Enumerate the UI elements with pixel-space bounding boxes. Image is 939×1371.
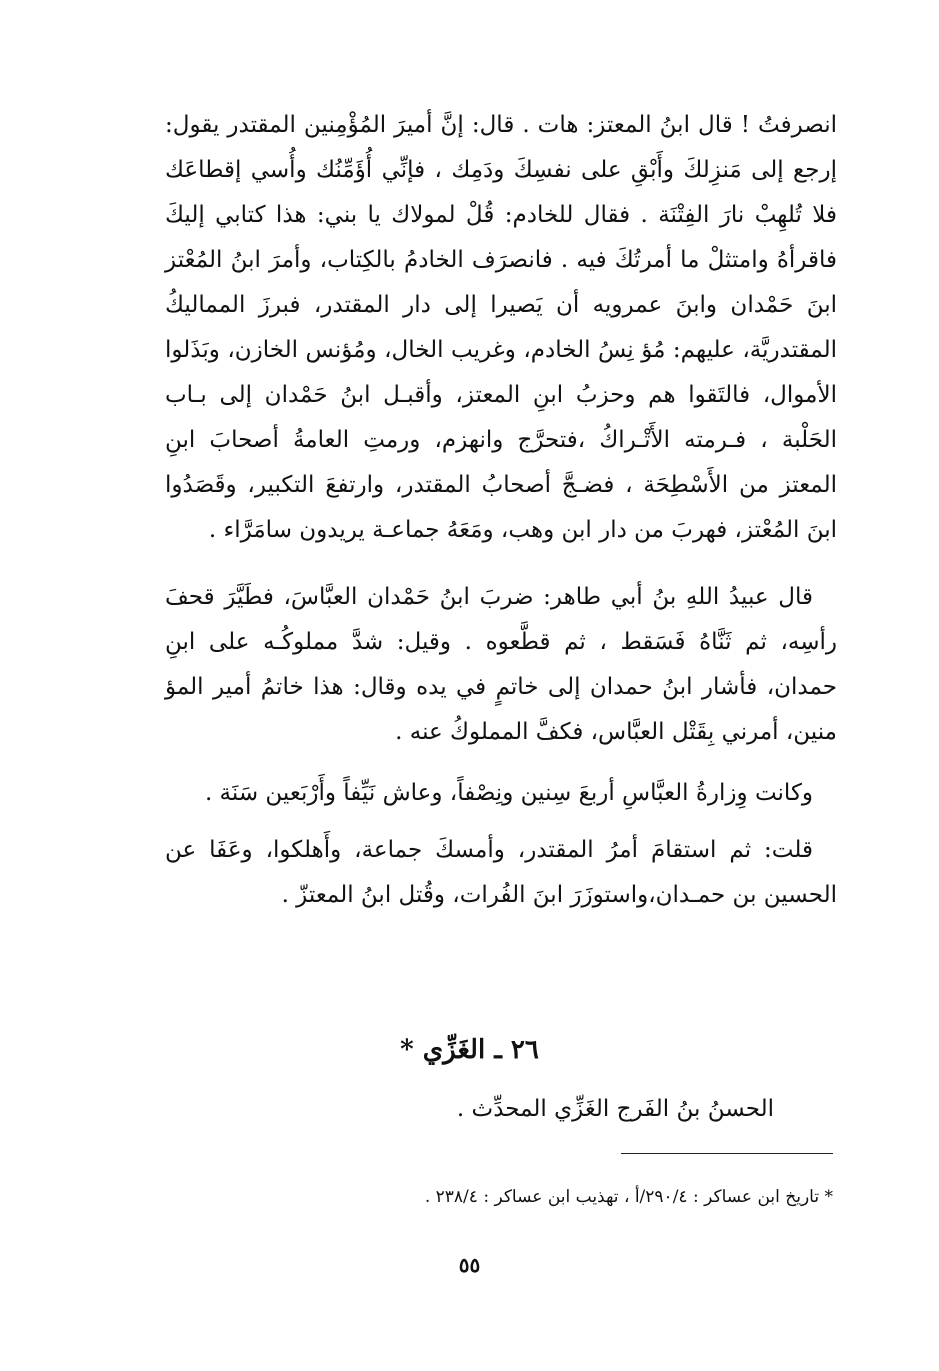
- footnote: * تاريخ ابن عساكر : ٢٩٠/٤/أ ، تهذيب ابن عساكر : ٢٣٨/٤ .: [424, 1187, 833, 1207]
- entry-text: الحسنُ بنُ الفَرج الغَزِّي المحدِّث .: [456, 1096, 774, 1122]
- page-number: ٥٥: [458, 1253, 481, 1277]
- paragraph-4: قلت: ثم استقامَ أمرُ المقتدر، وأمسكَ جماعة، وأَهلكوا، وعَفَا عن الحسين بن حمـدان،واستوزَرَ ابنَ الفُرات، وقُتل ابنُ المعتزّ .: [165, 837, 837, 908]
- paragraph-2: قال عبيدُ اللهِ بنُ أبي طاهر: ضربَ ابنُ حَمْدان العبَّاسَ، فطَيَّرَ قحفَ رأسِه، ثم ثَنَّاهُ فَسَقط ، ثم قطَّعوه . وقيل: شدَّ مملوكُـه على ابنِ حمدان، فأشار ابنُ حمدان إلى خاتمٍ في يده وقال: هذا خاتمُ أمير المؤ منين، أمرني بِقَتْل العبَّاس، فكفَّ المملوكُ عنه .: [165, 584, 837, 745]
- paragraph-3: وكانت وِزارةُ العبَّاسِ أربعَ سِنين ونِصْفاً، وعاش نَيِّفاً وأَرْبَعين سَنَة .: [204, 780, 813, 806]
- paragraph-1: انصرفتُ ! قال ابنُ المعتز: هات . قال: إنَّ أميرَ المُؤْمِنين المقتدر يقول: إرجع إلى مَنزِلكَ وأَبْقِ على نفسِكَ ودَمِك ، فإنِّي أُؤَمِّنُك وأُسي إقطاعَك فلا تُلهِبْ نارَ الفِتْنَة . فقال للخادم: قُلْ لمولاك يا بني: هذا كتابي إليكَ فاقرأهُ وامتثلْ ما أمرتُكَ فيه . فانصرَف الخادمُ بالكِتاب، وأمرَ ابنُ المُعْتز ابنَ حَمْدان وابنَ عمرويه أن يَصيرا إلى دار المقتدر، فبرزَ المماليكُ المقتدريَّة، عليهم: مُؤ نِسُ الخادم، وغريب الخال، ومُؤنس الخازن، وبَذَلوا الأموال، فالتَقوا هم وحزبُ ابنِ المعتز، وأقبـل ابنُ حَمْدان إلى بـاب الحَلْبة ، فـرمته الأَتْـراكُ ،فتحرَّج وانهزم، ورمتِ العامةُ أصحابَ ابنِ المعتز من الأَسْطِحَة ، فضـجَّ أصحابُ المقتدر، وارتفعَ التكبير، وقَصَدُوا ابنَ المُعْتز، فهربَ من دار ابن وهب، ومَعَهُ جماعـة يريدون سامَرَّاء .: [165, 112, 837, 543]
- footnote-divider: [621, 1153, 833, 1154]
- main-text: [165, 103, 837, 918]
- entry-title: ٢٦ ـ الغَزِّي *: [400, 1035, 539, 1065]
